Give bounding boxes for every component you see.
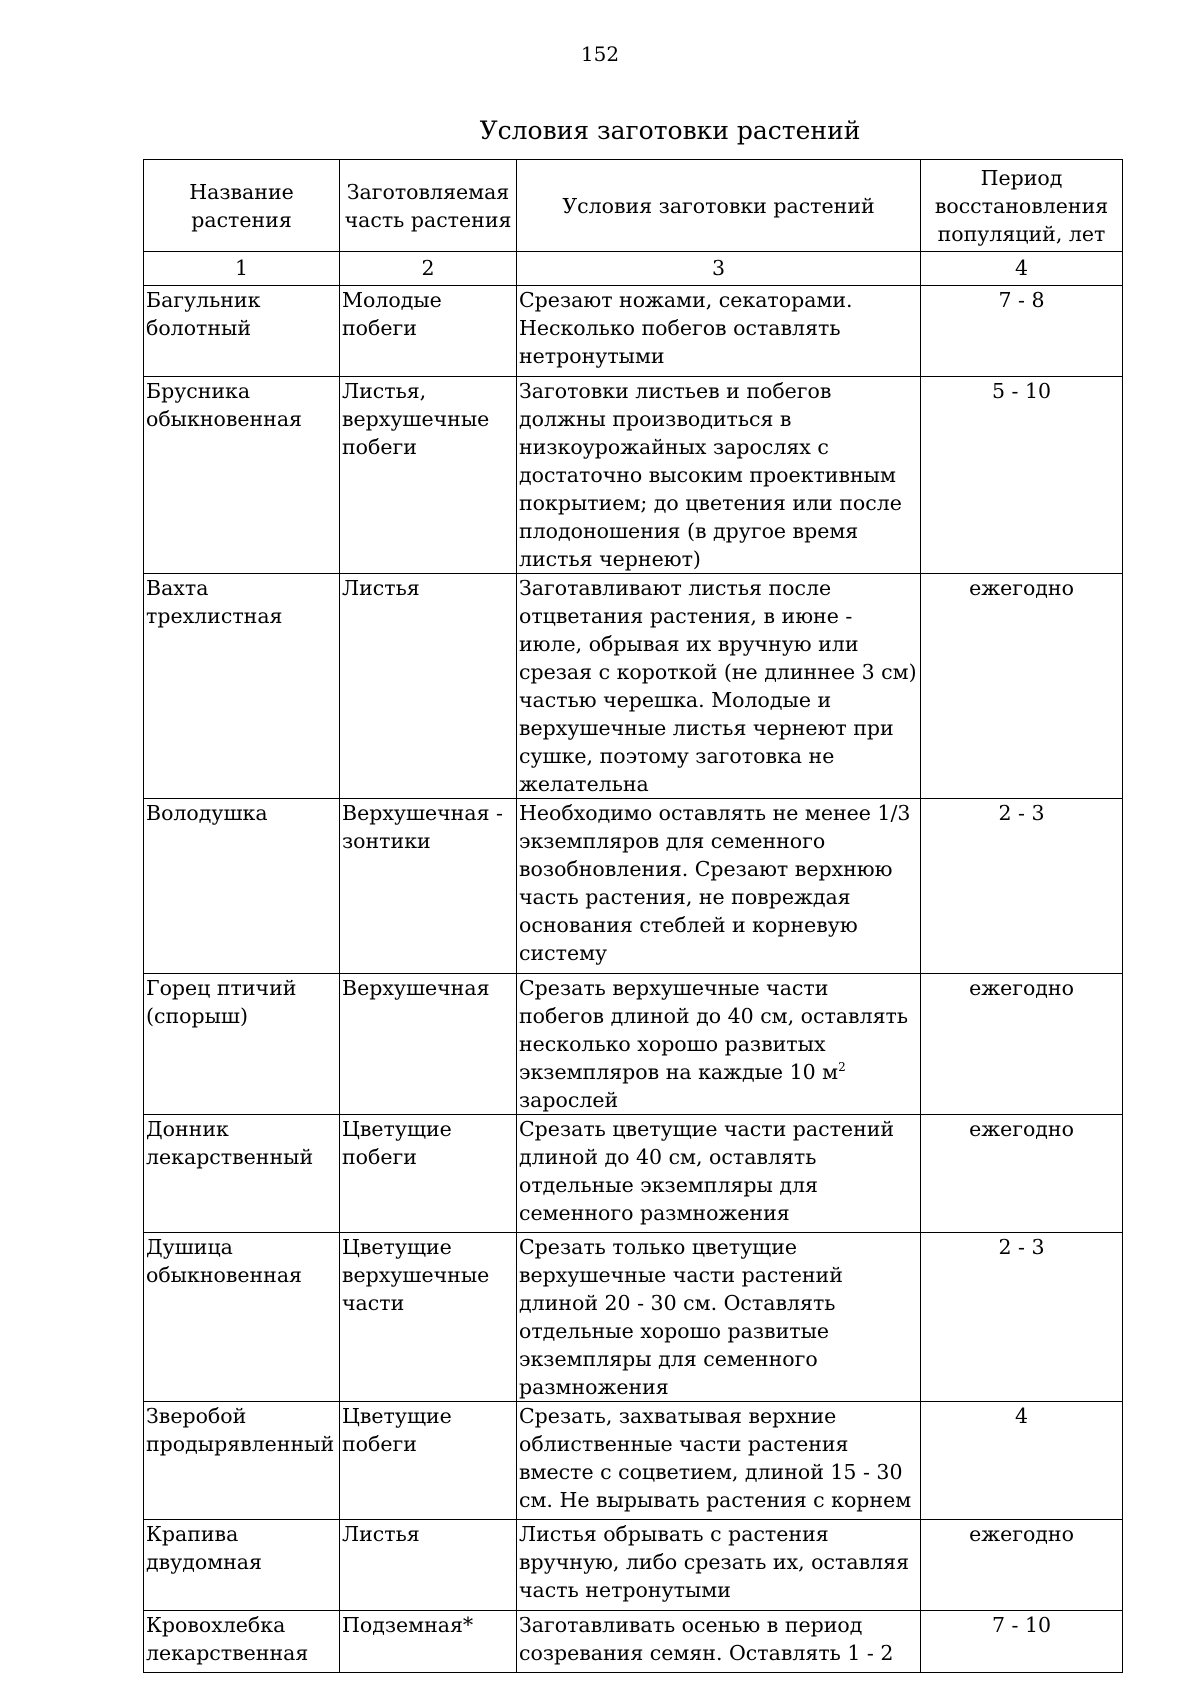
harvest-conditions-text: Срезать верхушечные части побегов длиной до 40 см, оставлять несколько хорошо развитых экземпляров на каждые 10 м [519,976,909,1084]
plant-name: Брусника обыкновенная [144,377,340,574]
harvested-part: Листья [340,1520,517,1611]
table-row [144,974,1123,1115]
harvested-part: Верхушечная [340,974,517,1115]
recovery-period: ежегодно [921,1115,1123,1233]
recovery-period: ежегодно [921,1520,1123,1611]
column-number: 4 [921,252,1123,286]
recovery-period: 4 [921,1402,1123,1520]
plant-name: Донник лекарственный [144,1115,340,1233]
table-header-row [144,160,1123,252]
harvested-part: Листья [340,574,517,799]
plant-name: Зверобой продырявленный [144,1402,340,1520]
harvested-part: Цветущие верхушечные части [340,1233,517,1402]
plant-name: Горец птичий (спорыш) [144,974,340,1115]
table-row [144,1402,1123,1520]
column-number: 1 [144,252,340,286]
harvest-conditions: Срезать только цветущие верхушечные части растений длиной 20 - 30 см. Оставлять отдельные хорошо развитые экземпляры для семенного размножения [517,1233,921,1402]
plant-name: Вахта трехлистная [144,574,340,799]
table-row [144,1520,1123,1611]
harvest-conditions: Заготавливают листья после отцветания растения, в июне - июле, обрывая их вручную или срезая с короткой (не длиннее 3 см) частью черешка. Молодые и верхушечные листья чернеют при сушке, поэтому заготовка не желательна [517,574,921,799]
harvest-conditions: Заготавливать осенью в период созревания семян. Оставлять 1 - 2 [517,1611,921,1673]
harvest-conditions: Срезают ножами, секаторами. Несколько побегов оставлять нетронутыми [517,286,921,377]
plant-name: Душица обыкновенная [144,1233,340,1402]
plant-name: Крапива двудомная [144,1520,340,1611]
table-row [144,1611,1123,1673]
recovery-period: ежегодно [921,574,1123,799]
table-row [144,286,1123,377]
table-row [144,799,1123,974]
column-number-row [144,252,1123,286]
harvested-part: Верхушечная - зонтики [340,799,517,974]
header-recovery-period: Период восстановления популяций, лет [921,160,1123,252]
header-harvest-conditions: Условия заготовки растений [517,160,921,252]
table-row [144,574,1123,799]
harvested-part: Цветущие побеги [340,1402,517,1520]
plant-name: Володушка [144,799,340,974]
harvest-conditions-tail: зарослей [519,1088,619,1112]
table-row [144,1233,1123,1402]
header-plant-name: Название растения [144,160,340,252]
superscript-exponent: 2 [838,1060,846,1075]
harvest-conditions: Срезать, захватывая верхние облиственные части растения вместе с соцветием, длиной 15 - 30 см. Не вырывать растения с корнем [517,1402,921,1520]
table-title: Условия заготовки растений [479,116,861,145]
harvest-conditions: Срезать цветущие части растений длиной до 40 см, оставлять отдельные экземпляры для семенного размножения [517,1115,921,1233]
harvest-conditions: Заготовки листьев и побегов должны производиться в низкоурожайных зарослях с достаточно высоким проективным покрытием; до цветения или после плодоношения (в другое время листья чернеют) [517,377,921,574]
recovery-period: 2 - 3 [921,1233,1123,1402]
recovery-period: 7 - 8 [921,286,1123,377]
column-number: 3 [517,252,921,286]
plant-name: Кровохлебка лекарственная [144,1611,340,1673]
page-number: 152 [580,42,620,66]
plant-name: Багульник болотный [144,286,340,377]
harvested-part: Листья, верхушечные побеги [340,377,517,574]
harvest-conditions: Листья обрывать с растения вручную, либо срезать их, оставляя часть нетронутыми [517,1520,921,1611]
harvested-part: Молодые побеги [340,286,517,377]
recovery-period: 5 - 10 [921,377,1123,574]
table-row [144,1115,1123,1233]
recovery-period: 7 - 10 [921,1611,1123,1673]
harvest-conditions [517,974,921,1115]
harvested-part: Подземная* [340,1611,517,1673]
harvest-conditions-table [143,159,1123,1673]
column-number: 2 [340,252,517,286]
harvested-part: Цветущие побеги [340,1115,517,1233]
recovery-period: 2 - 3 [921,799,1123,974]
recovery-period: ежегодно [921,974,1123,1115]
harvest-conditions: Необходимо оставлять не менее 1/3 экземпляров для семенного возобновления. Срезают верхнюю часть растения, не повреждая основания стеблей и корневую систему [517,799,921,974]
table-row [144,377,1123,574]
header-harvested-part: Заготовляемая часть растения [340,160,517,252]
